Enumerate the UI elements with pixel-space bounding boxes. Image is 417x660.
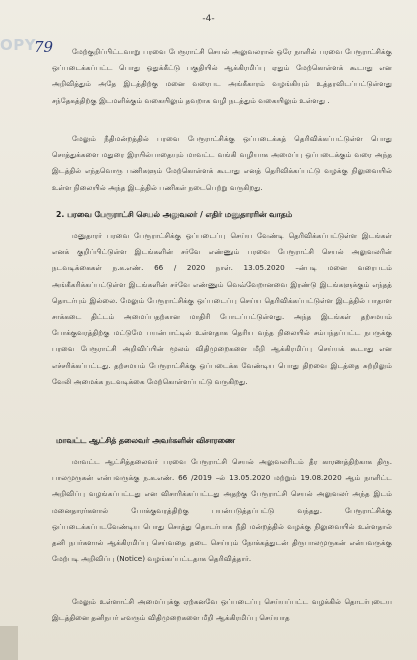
page-number: -4-: [202, 14, 215, 24]
handwritten-page-mark: 79: [34, 38, 54, 56]
paragraph-3: [52, 228, 392, 420]
paragraph-2: [52, 131, 392, 195]
paragraph-1-text: மேற்குறிப்பிட்டவாறு பரவை பேரூராட்சி செயல் அலுவலரால் ஒரே நாளில் பரவை பேரூராட்சிக்கு ஒப்படைக்கப்பட்ட பொது ஒதுக்கீட்டு பகுதியில் ஆக்கிரமிப்பு ஏதும் மேற்கொள்ளக் கூடாது என அறிவித்தும் அதே இடத்திற்கு மனை வரைபட அங்கீகாரம் வழங்கியும் உத்தரவிடப்பட்டுள்ளது சந்தேகத்திற்கு இடமளிக்கும் வகையிலும் தவறாக வழி நடத்தும் வகையிலும் உள்ளது .: [52, 47, 392, 105]
section-heading-2: மாவட்ட ஆட்சித் தலைவர் அவர்களின் விசாரணை: [56, 436, 235, 445]
section-heading-1: 2. பரவை பேரூராட்சி செயல் அலுவலர் / எதிர் மனுதாரரின் வாதம்: [56, 210, 293, 219]
paragraph-2-text: மேலும் நீதிமன்றத்தில் பரவை பேரூராட்சிக்கு ஒப்படைக்கத் தெரிவிக்கப்பட்டுள்ள பொது சொத்துக்களை மதுரை இரயில்பாதையும் மாவட்ட வங்கி வழியாக அமைப்பு ஒப்படைக்கும் வரை அந்த இடத்தில் எந்தவொரு பணிகளும் மேற்கொள்ளக் கூடாது எனத் தெரிவிக்கப்பட்டு வழக்கு நிலுவையில் உள்ள நிலையில் அந்த இடத்தில் பணிகள் நடைபெற்று வருகிறது.: [52, 134, 392, 192]
paragraph-3-text: மனுதாரர் பரவை பேரூராட்சிக்கு ஒப்படைப்பு செய்ய வேண்டி தெரிவிக்கப்பட்டுள்ள இடங்கள் எனக் குறிப்பிட்டுள்ள இடங்களின் சர்வே எண்ணும் பரவை பேரூராட்சி செயல் அலுவலரின் நடவடிக்கைகள் ந.க.எண். 66 / 2020 நாள். 13.05.2020 –ன்படி மனை வரைபடம் அங்கீகரிக்கப்பட்டுள்ள இடங்களின் சர்வே எண்ணும் வெவ்வேறானவை இரண்டு இடங்களுக்கும் எந்தத் தொடர்பும் இல்லை. மேலும் பேரூராட்சிக்கு ஒப்படைப்பு செய்ய தெரிவிக்கப்பட்டுள்ள இடத்தில் பாதாள சாக்கடை திட்டம் அமைப்பதற்கான மாதிரி போடப்பட்டுள்ளது. அந்த இடங்கள் தற்சமயம் போக்குவரத்திற்கு மட்டுமே பயன்பாட்டில் உள்ளதாக தெரிய வந்த நிலையில் சம்பந்தப்பட்ட நபருக்கு பரவை பேரூராட்சி அறிவிப்பின் மூலம் விதிமுறைகளை மீறி ஆக்கிரமிப்பு செய்யக் கூடாது என எச்சரிக்கப்பட்டது. தற்சமயம் பேரூராட்சிக்கு ஒப்படைக்க வேண்டிய பொது திறவை இடத்தை சுற்றிலும் வேலி அமைக்க நடவடிக்கை மேற்கொள்ளப்பட்டு வருகிறது.: [52, 231, 392, 386]
copy-stamp: OPY: [0, 36, 37, 54]
paragraph-4-text: மாவட்ட ஆட்சித்தலைவர் பரவை பேரூராட்சி செயல் அலுவலரிடம் தீர காரணத்திற்காக திரு. பாலமுருகன் என்பவருக்கு ந.க.எண். 66 /2019 –ல் 13.05.2020 மற்றும் 19.08.2020 ஆம் நாளிட்ட அறிவிப்பு வழங்கப்பட்டது என விசாரிக்கப்பட்டது அதற்கு பேரூராட்சி செயல் அலுவலர் அந்த இடம் மனைதாரர்களால் போக்குவரத்திற்கு பயன்படுத்தப்பட்டு வந்தது. பேரூராட்சிக்கு ஒப்படைக்கப்படவேண்டிய பொது சொத்து தொடர்பாக நீதி மன்றத்தில் வழக்கு நிலுவையில் உள்ளதால் தனி நபர்களால் ஆக்கிரமிப்பு செய்வதை தடை செய்யும் நோக்கத்துடன் திருபாலமுருகன் என்பவருக்கு மேற்படி அறிவிப்பு (Notice) வழங்கப்பட்டதாக தெரிவித்தார்.: [52, 457, 392, 564]
paragraph-5: [52, 594, 392, 642]
paragraph-1: [52, 44, 392, 124]
page-corner-shadow: [0, 626, 18, 660]
paragraph-4: [52, 454, 392, 584]
paragraph-5-text: மேலும் உள்ளாட்சி அமைப்புக்கு ஏற்கனவே ஒப்படைப்பு செய்யப்பட்ட வழக்கில் தொடர்புடைய இடத்தினை தனிநபர் எவரும் விதிமுறைகளை மீறி ஆக்கிரமிப்பு செய்யாத: [52, 597, 392, 623]
